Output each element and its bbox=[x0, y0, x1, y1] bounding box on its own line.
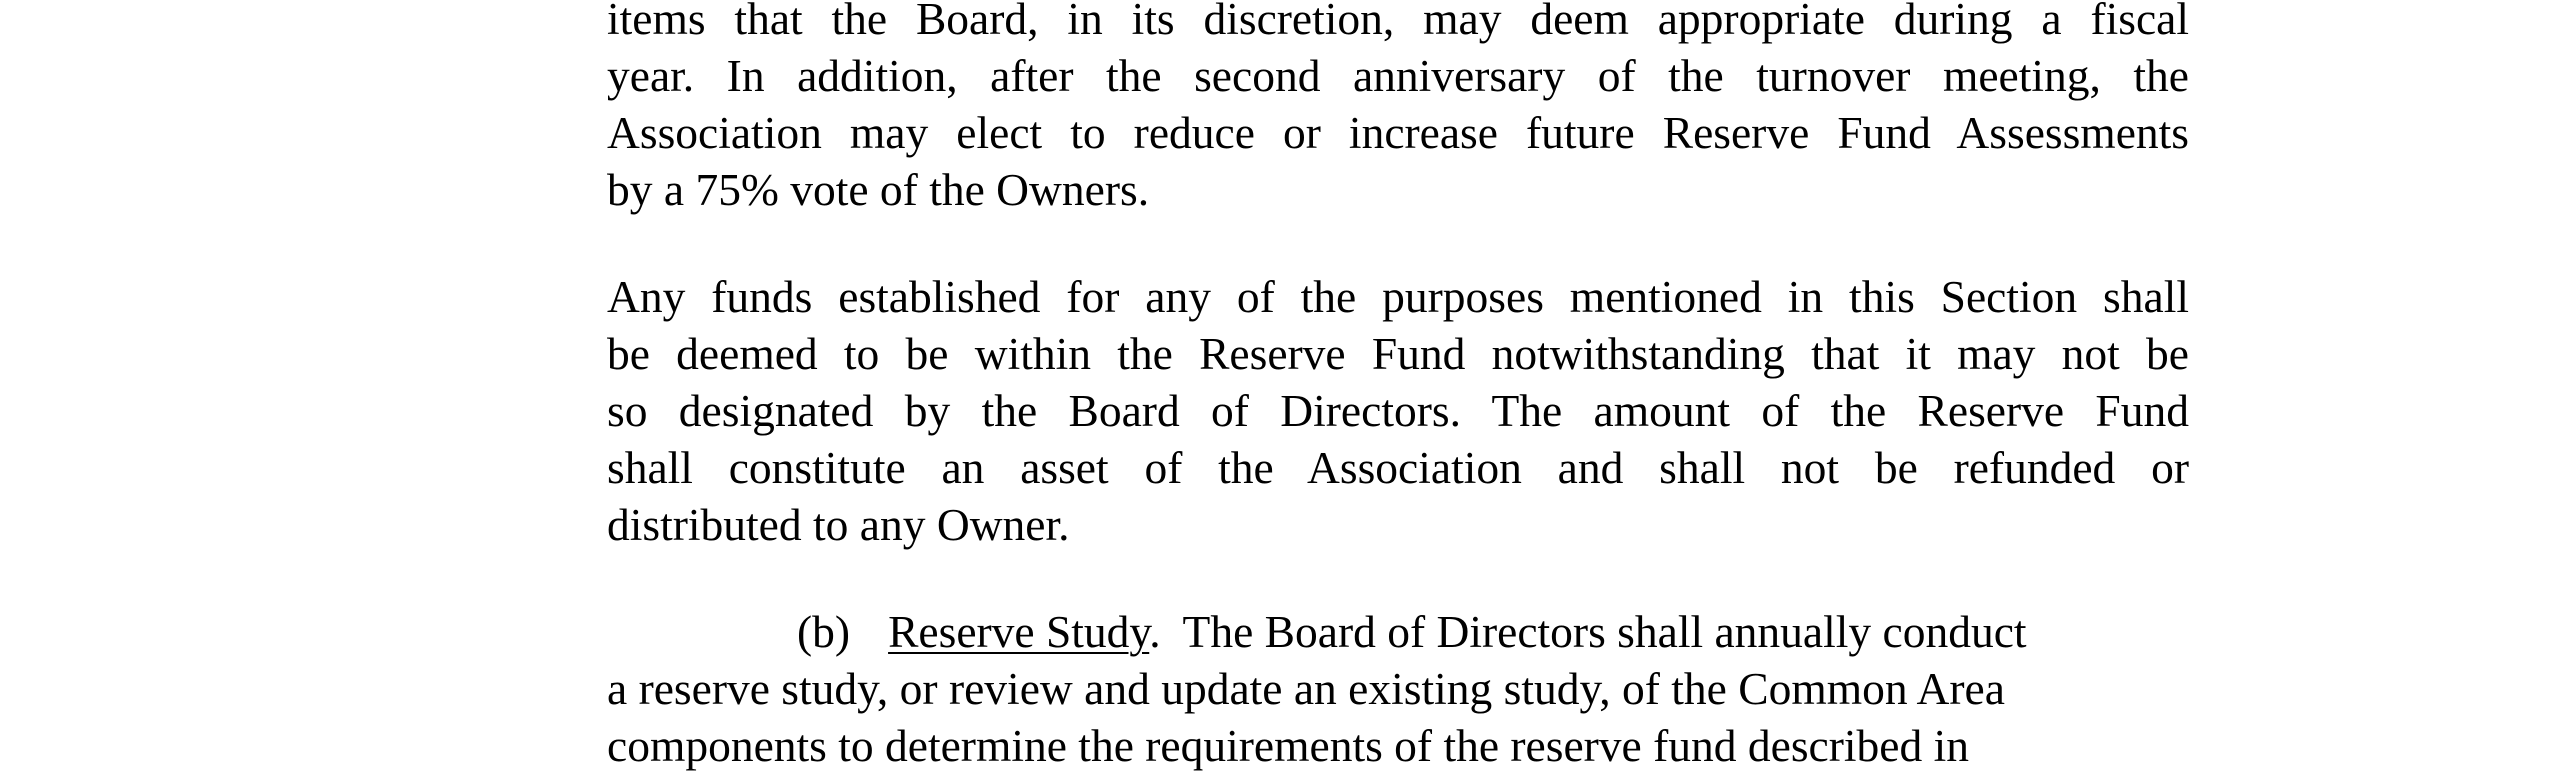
paragraph-2-line-1: Any funds established for any of the purposes mentioned in this Section shall bbox=[607, 271, 2189, 322]
subsection-marker: (b) bbox=[797, 606, 851, 657]
section-heading: Reserve Study bbox=[888, 606, 1150, 657]
paragraph-1-line-2: year. In addition, after the second anniversary of the turnover meeting, the bbox=[607, 50, 2189, 101]
paragraph-1-line-1: items that the Board, in its discretion, may deem appropriate during a fiscal bbox=[607, 0, 2189, 44]
paragraph-3-line-1-text: The Board of Directors shall annually conduct bbox=[1160, 606, 2027, 657]
paragraph-3-line-2: a reserve study, or review and update an existing study, of the Common Area bbox=[607, 663, 2005, 714]
paragraph-1-line-4: by a 75% vote of the Owners. bbox=[607, 164, 1150, 215]
paragraph-3-line-1 bbox=[607, 603, 2027, 661]
paragraph-2-line-5: distributed to any Owner. bbox=[607, 499, 1070, 550]
paragraph-2-line-2: be deemed to be within the Reserve Fund notwithstanding that it may not be bbox=[607, 328, 2189, 379]
paragraph-3-line-3: components to determine the requirements of the reserve fund described in bbox=[607, 720, 1970, 771]
paragraph-1-line-3: Association may elect to reduce or increase future Reserve Fund Assessments bbox=[607, 107, 2189, 158]
paragraph-2-line-3: so designated by the Board of Directors. The amount of the Reserve Fund bbox=[607, 385, 2189, 436]
paragraph-2-line-4: shall constitute an asset of the Association and shall not be refunded or bbox=[607, 442, 2189, 493]
section-heading-period: . bbox=[1149, 606, 1161, 657]
